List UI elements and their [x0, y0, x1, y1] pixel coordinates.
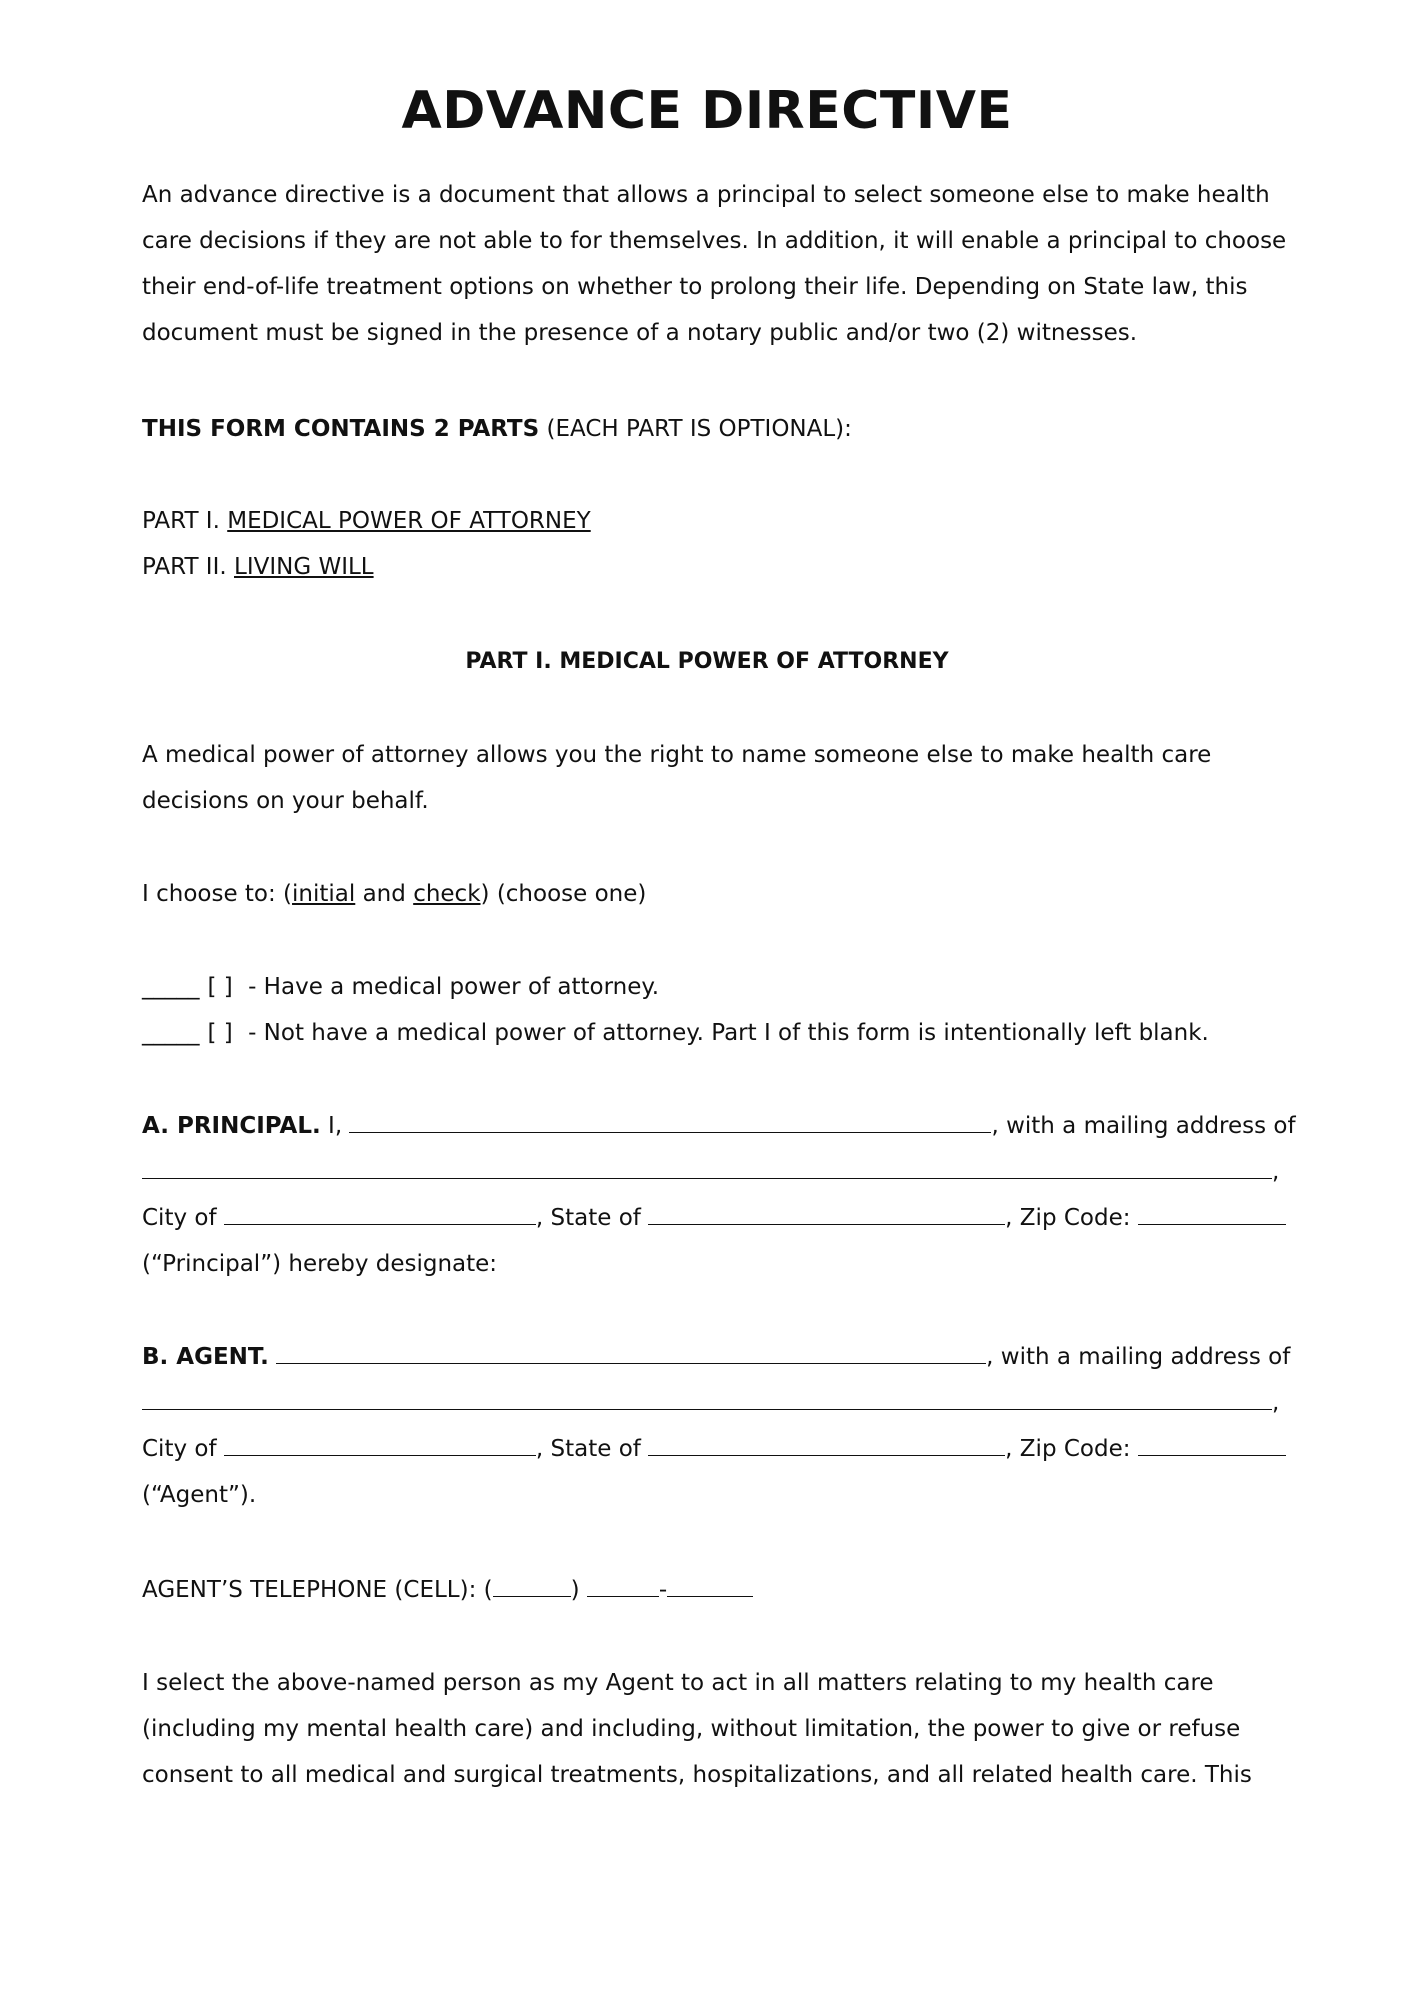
checkbox-not-have-poa[interactable]: [ ]: [207, 1020, 233, 1046]
intro-line: their end-of-life treatment options on whether to prolong their life. Depending on State law, this: [142, 274, 1248, 300]
agent-city-label: City of: [142, 1436, 224, 1462]
choose-post: ) (choose one): [480, 881, 647, 907]
form-parts-statement: [142, 406, 1282, 452]
principal-designate-text: (“Principal”) hereby designate:: [142, 1251, 498, 1277]
agent-telephone-line: [142, 1567, 1282, 1613]
option-have-poa: [142, 964, 1282, 1010]
part1-desc-line: decisions on your behalf.: [142, 788, 429, 814]
form-parts-rest: (EACH PART IS OPTIONAL):: [539, 416, 852, 442]
part-link-medical-poa[interactable]: MEDICAL POWER OF ATTORNEY: [227, 508, 591, 534]
agent-name-field[interactable]: [276, 1335, 986, 1364]
part1-description: [142, 732, 1282, 824]
option-text: - Not have a medical power of attorney. Part I of this form is intentionally left blank.: [240, 1020, 1209, 1046]
initial-blank[interactable]: _____: [142, 1020, 200, 1046]
selection-line: I select the above-named person as my Agent to act in all matters relating to my health care: [142, 1670, 1214, 1696]
part1-desc-line: A medical power of attorney allows you the right to name someone else to make health care: [142, 742, 1212, 768]
checkbox-have-poa[interactable]: [ ]: [207, 974, 233, 1000]
principal-i: I,: [320, 1113, 350, 1139]
selection-line: consent to all medical and surgical treatments, hospitalizations, and all related health care. This: [142, 1762, 1252, 1788]
option-text: - Have a medical power of attorney.: [240, 974, 660, 1000]
principal-mailing-text: , with a mailing address of: [991, 1113, 1296, 1139]
principal-name-field[interactable]: [349, 1104, 991, 1133]
principal-address-line: [142, 1149, 1282, 1195]
telephone-label: AGENT’S TELEPHONE (CELL): (: [142, 1577, 493, 1603]
telephone-number-field[interactable]: [667, 1568, 753, 1597]
form-parts-bold: THIS FORM CONTAINS 2 PARTS: [142, 416, 540, 442]
part-link-living-will[interactable]: LIVING WILL: [234, 554, 374, 580]
options-list: [142, 964, 1282, 1056]
agent-address-line: [142, 1380, 1282, 1426]
agent-zip-field[interactable]: [1138, 1427, 1286, 1456]
choose-pre: I choose to: (: [142, 881, 293, 907]
agent-comma: ,: [1272, 1390, 1280, 1416]
part1-heading: PART I. MEDICAL POWER OF ATTORNEY: [465, 649, 949, 674]
principal-label: A. PRINCIPAL.: [142, 1113, 321, 1139]
choose-check: check: [413, 881, 481, 907]
agent-selection-paragraph: [142, 1660, 1282, 1798]
intro-paragraph: [142, 172, 1287, 356]
intro-line: document must be signed in the presence of a notary public and/or two (2) witnesses.: [142, 320, 1138, 346]
principal-city-field[interactable]: [224, 1196, 536, 1225]
telephone-area-code-field[interactable]: [493, 1568, 571, 1597]
principal-name-line: [142, 1103, 1296, 1149]
part-prefix: PART II.: [142, 554, 234, 580]
telephone-prefix-field[interactable]: [587, 1568, 659, 1597]
principal-zip-field[interactable]: [1138, 1196, 1286, 1225]
document-title: ADVANCE DIRECTIVE: [401, 81, 1013, 141]
intro-line: An advance directive is a document that allows a principal to select someone else to make health: [142, 182, 1270, 208]
agent-state-label: , State of: [535, 1436, 649, 1462]
telephone-dash: -: [658, 1577, 668, 1603]
principal-section: [142, 1103, 1296, 1287]
agent-address-field[interactable]: [142, 1381, 1272, 1410]
parts-list: [142, 498, 1282, 590]
option-not-have-poa: [142, 1010, 1282, 1056]
part-prefix: PART I.: [142, 508, 228, 534]
principal-state-field[interactable]: [648, 1196, 1005, 1225]
agent-state-field[interactable]: [648, 1427, 1005, 1456]
part-item-1: [142, 498, 1282, 544]
agent-section: [142, 1334, 1291, 1518]
principal-city-line: [142, 1195, 1282, 1241]
choose-and: and: [355, 881, 414, 907]
principal-address-field[interactable]: [142, 1150, 1272, 1179]
agent-label: B. AGENT.: [142, 1344, 269, 1370]
principal-city-label: City of: [142, 1205, 224, 1231]
agent-name-line: [142, 1334, 1291, 1380]
agent-city-field[interactable]: [224, 1427, 536, 1456]
intro-line: care decisions if they are not able to for themselves. In addition, it will enable a principal to choose: [142, 228, 1287, 254]
choose-instruction: [142, 871, 1282, 917]
telephone-paren: ): [570, 1577, 587, 1603]
agent-city-line: [142, 1426, 1282, 1472]
part-item-2: [142, 544, 1282, 590]
agent-closing-text: (“Agent”).: [142, 1482, 257, 1508]
agent-zip-label: , Zip Code:: [1005, 1436, 1138, 1462]
selection-line: (including my mental health care) and including, without limitation, the power to give or refuse: [142, 1716, 1241, 1742]
choose-initial: initial: [292, 881, 356, 907]
principal-zip-label: , Zip Code:: [1005, 1205, 1138, 1231]
principal-state-label: , State of: [535, 1205, 649, 1231]
initial-blank[interactable]: _____: [142, 974, 200, 1000]
principal-comma: ,: [1272, 1159, 1280, 1185]
agent-mailing-text: , with a mailing address of: [986, 1344, 1291, 1370]
